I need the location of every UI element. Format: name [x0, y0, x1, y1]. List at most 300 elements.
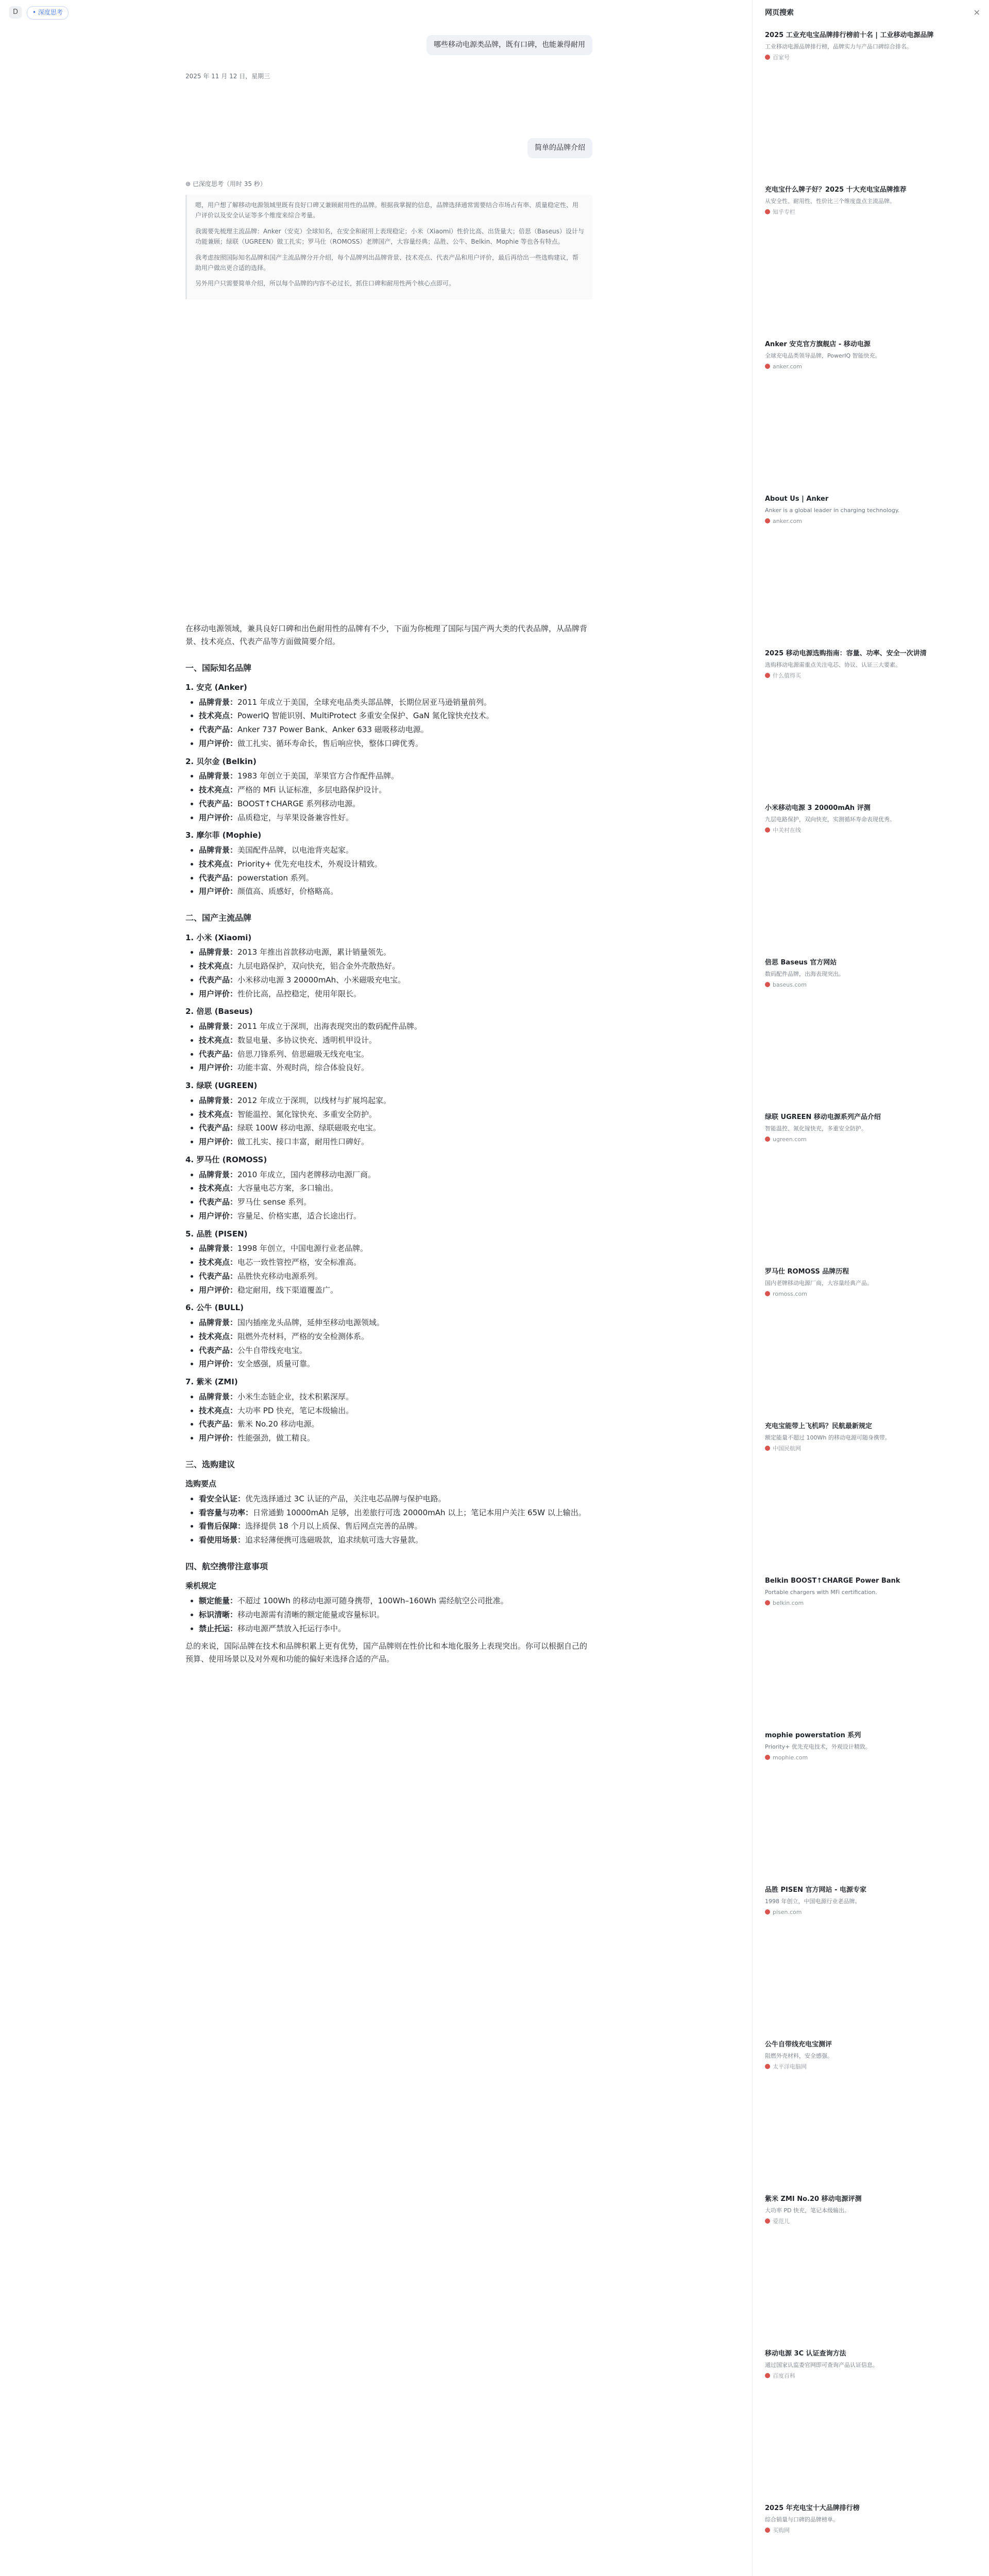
brand-detail-item	[199, 1108, 592, 1121]
brand-detail-item	[199, 1270, 592, 1283]
answer-closing: 总的来说，国际品牌在技术和品牌积累上更有优势，国产品牌则在性价比和本地化服务上表现突出。你可以根据自己的预算、使用场景以及对外观和功能的偏好来选择合适的产品。	[185, 1641, 588, 1664]
source-site: pisen.com	[773, 1909, 802, 1916]
brand-detail-item	[199, 960, 592, 973]
brand-block	[185, 1478, 592, 1547]
detail-key: 技术亮点：	[199, 859, 238, 869]
brand-name: 2. 倍思 (Baseus)	[185, 1007, 253, 1016]
source-site: 百度百科	[773, 2372, 795, 2380]
source-site: belkin.com	[773, 1600, 804, 1607]
source-title[interactable]: 紫米 ZMI No.20 移动电源评测	[765, 2195, 862, 2203]
detail-value: 九层电路保护，双向快充，铝合金外壳散热好。	[237, 961, 400, 971]
detail-value: 大容量电芯方案，多口输出。	[237, 1183, 338, 1193]
detail-key: 用户评价：	[199, 1285, 238, 1295]
detail-value: 公牛自带线充电宝。	[237, 1345, 308, 1355]
detail-value: 2012 年成立于深圳，以线材与扩展坞起家。	[237, 1095, 391, 1105]
source-title[interactable]: mophie powerstation 系列	[765, 1732, 861, 1739]
source-title[interactable]: 移动电源 3C 认证查询方法	[765, 2350, 846, 2358]
brand-block	[185, 1376, 592, 1445]
brand-block	[185, 1005, 592, 1074]
brand-detail-list	[185, 1094, 592, 1148]
detail-value: 性能强劲，做工精良。	[237, 1433, 315, 1443]
brand-detail-item	[199, 1391, 592, 1403]
source-site: anker.com	[773, 363, 802, 370]
brand-detail-item	[199, 1432, 592, 1445]
detail-key: 品牌背景：	[199, 947, 238, 957]
brand-block	[185, 681, 592, 750]
brand-detail-item	[199, 1284, 592, 1297]
detail-value: 严格的 MFi 认证标准，多层电路保护设计。	[237, 785, 387, 795]
brand-detail-list	[185, 696, 592, 750]
source-snippet: 额定能量不超过 100Wh 的移动电源可随身携带。	[765, 1434, 891, 1441]
brand-block	[185, 755, 592, 824]
brand-name: 4. 罗马仕 (ROMOSS)	[185, 1155, 267, 1164]
source-meta	[765, 208, 976, 217]
brand-detail-list	[185, 1242, 592, 1296]
detail-value: 阻燃外壳材料，严格的安全检测体系。	[237, 1331, 369, 1341]
detail-key: 用户评价：	[199, 738, 238, 748]
top-bar	[0, 0, 752, 25]
detail-key: 品牌背景：	[199, 697, 238, 707]
detail-key: 用户评价：	[199, 1433, 238, 1443]
source-meta	[765, 2526, 976, 2535]
source-meta	[765, 1753, 976, 1762]
source-meta	[765, 826, 976, 835]
user-bubble: 简单的品牌介绍	[527, 138, 592, 158]
source-site: 买购网	[773, 2527, 790, 2534]
source-title[interactable]: 倍思 Baseus 官方网站	[765, 959, 837, 967]
brand-detail-item	[199, 1608, 592, 1621]
detail-value: 安全感强，质量可靠。	[237, 1359, 315, 1369]
source-title[interactable]: 小米移动电源 3 20000mAh 评测	[765, 804, 871, 812]
brand-detail-item	[199, 1358, 592, 1370]
detail-value: 做工扎实、循环寿命长，售后响应快，整体口碑优秀。	[237, 738, 423, 748]
source-title[interactable]: 2025 年充电宝十大品牌排行榜	[765, 2504, 860, 2512]
detail-key: 用户评价：	[199, 1063, 238, 1073]
brand-detail-item	[199, 798, 592, 810]
site-favicon-icon	[765, 982, 770, 987]
brand-detail-item	[199, 1493, 592, 1505]
brand-name: 5. 品胜 (PISEN)	[185, 1229, 248, 1239]
site-favicon-icon	[765, 55, 770, 60]
detail-value: 选择提供 18 个月以上质保、售后网点完善的品牌。	[245, 1521, 422, 1531]
detail-key: 技术亮点：	[199, 785, 238, 795]
brand-detail-item	[199, 1242, 592, 1255]
source-meta	[765, 2062, 976, 2072]
source-snippet: 数码配件品牌，出海表现突出。	[765, 970, 844, 977]
brand-detail-item	[199, 709, 592, 722]
source-card[interactable]	[765, 2349, 976, 2381]
detail-value: 美国配件品牌，以电池背夹起家。	[237, 845, 354, 855]
site-favicon-icon	[765, 2218, 770, 2224]
source-snippet: 综合销量与口碑的品牌榜单。	[765, 2516, 839, 2523]
brand-detail-item	[199, 1048, 592, 1061]
detail-value: 大功率 PD 快充，笔记本级输出。	[237, 1405, 354, 1415]
source-snippet: 大功率 PD 快充，笔记本级输出。	[765, 2207, 850, 2214]
brand-detail-list	[185, 1595, 592, 1635]
detail-value: 功能丰富、外观时尚，综合体验良好。	[237, 1063, 369, 1073]
source-site: 百家号	[773, 54, 790, 61]
detail-value: 移动电源需有清晰的额定能量或容量标识。	[237, 1609, 385, 1619]
detail-key: 看售后保障：	[199, 1521, 246, 1531]
detail-key: 代表产品：	[199, 975, 238, 985]
brand-detail-item	[199, 1210, 592, 1223]
detail-key: 禁止托运：	[199, 1623, 238, 1633]
brand-name: 2. 贝尔金 (Belkin)	[185, 756, 257, 766]
thinking-paragraph: 嗯，用户想了解移动电源领域里既有良好口碑又兼顾耐用性的品牌。根据我掌握的信息，品牌选择通常需要结合市场占有率、质量稳定性、用户评价以及安全认证等多个维度来综合考量。	[195, 201, 579, 219]
brand-detail-list	[185, 1493, 592, 1547]
brand-detail-item	[199, 1182, 592, 1195]
source-card[interactable]	[765, 1577, 976, 1608]
source-meta	[765, 671, 976, 681]
detail-key: 代表产品：	[199, 1049, 238, 1059]
thinking-paragraph: 另外用户只需要简单介绍，所以每个品牌的内容不必过长，抓住口碑和耐用性两个核心点即可。	[195, 280, 455, 287]
source-title[interactable]: 品胜 PISEN 官方网站 - 电源专家	[765, 1886, 866, 1894]
brand-detail-item	[199, 1256, 592, 1269]
source-title[interactable]: 绿联 UGREEN 移动电源系列产品介绍	[765, 1113, 881, 1121]
detail-value: BOOST↑CHARGE 系列移动电源。	[237, 799, 361, 808]
source-site: romoss.com	[773, 1291, 807, 1298]
detail-key: 用户评价：	[199, 1359, 238, 1369]
detail-value: 颜值高、质感好，价格略高。	[237, 887, 338, 896]
source-card[interactable]	[765, 1422, 976, 1453]
detail-value: PowerIQ 智能识别、MultiProtect 多重安全保护、GaN 氮化镓快充技术。	[237, 711, 494, 721]
source-meta	[765, 2371, 976, 2381]
source-site: ugreen.com	[773, 1136, 807, 1143]
detail-value: 品胜快充移动电源系列。	[237, 1271, 323, 1281]
detail-key: 看容量与功率：	[199, 1507, 253, 1517]
source-snippet: 九层电路保护，双向快充，实测循环寿命表现优秀。	[765, 816, 895, 823]
detail-key: 代表产品：	[199, 725, 238, 735]
detail-key: 品牌背景：	[199, 1244, 238, 1253]
brand-detail-list	[185, 770, 592, 824]
source-card[interactable]	[765, 2040, 976, 2072]
source-card[interactable]	[765, 495, 976, 526]
source-site: 太平洋电脑网	[773, 2063, 807, 2071]
detail-value: 2011 年成立于深圳，出海表现突出的数码配件品牌。	[237, 1022, 422, 1031]
brand-detail-item	[199, 1094, 592, 1107]
detail-key: 用户评价：	[199, 812, 238, 822]
source-card[interactable]	[765, 649, 976, 681]
brand-detail-item	[199, 988, 592, 1001]
detail-key: 代表产品：	[199, 799, 238, 808]
detail-key: 看使用场景：	[199, 1535, 246, 1545]
brand-detail-list	[185, 1020, 592, 1074]
source-meta	[765, 1135, 976, 1144]
section-heading: 四、航空携带注意事项	[185, 1561, 268, 1571]
detail-key: 用户评价：	[199, 1137, 238, 1147]
detail-key: 品牌背景：	[199, 1170, 238, 1179]
user-message-1	[427, 35, 592, 55]
logo-icon[interactable]: D	[9, 6, 22, 19]
answer-body	[185, 622, 592, 1671]
detail-value: Priority+ 优先充电技术，外观设计精致。	[237, 859, 382, 869]
detail-key: 技术亮点：	[199, 1035, 238, 1045]
source-card[interactable]	[765, 31, 976, 62]
detail-key: 额定能量：	[199, 1596, 238, 1606]
detail-value: 品质稳定，与苹果设备兼容性好。	[237, 812, 354, 822]
detail-value: 倍思刀锋系列、倍思磁吸无线充电宝。	[237, 1049, 369, 1059]
detail-value: 小米生态链企业，技术积累深厚。	[237, 1392, 354, 1401]
section-heading: 三、选购建议	[185, 1459, 235, 1469]
detail-value: 追求轻薄便携可选磁吸款，追求续航可选大容量款。	[245, 1535, 423, 1545]
detail-value: powerstation 系列。	[237, 873, 314, 883]
source-card[interactable]	[765, 340, 976, 371]
detail-key: 看安全认证：	[199, 1494, 246, 1503]
source-title[interactable]: Anker 安克官方旗舰店 - 移动电源	[765, 341, 871, 348]
source-title[interactable]: 2025 工业充电宝品牌排行榜前十名 | 工业移动电源品牌	[765, 31, 934, 39]
detail-value: 绿联 100W 移动电源、绿联磁吸充电宝。	[237, 1123, 381, 1133]
brand-detail-item	[199, 1316, 592, 1329]
detail-value: 数显电量、多协议快充、透明机甲设计。	[237, 1035, 377, 1045]
detail-key: 代表产品：	[199, 1123, 238, 1133]
detail-value: 2010 年成立，国内老牌移动电源厂商。	[237, 1170, 376, 1179]
brand-name: 1. 安克 (Anker)	[185, 682, 247, 692]
detail-key: 品牌背景：	[199, 1022, 238, 1031]
site-favicon-icon	[765, 2064, 770, 2069]
source-title[interactable]: 2025 移动电源选购指南：容量、功率、安全一次讲清	[765, 650, 927, 657]
detail-value: 2013 年推出首款移动电源，累计销量领先。	[237, 947, 391, 957]
brand-block	[185, 1301, 592, 1370]
brand-detail-item	[199, 811, 592, 824]
detail-value: 日常通勤 10000mAh 足够，出差旅行可选 20000mAh 以上；笔记本用户关注 65W 以上输出。	[253, 1507, 586, 1517]
user-bubble: 哪些移动电源类品牌，既有口碑，也能兼得耐用	[427, 35, 592, 55]
source-title[interactable]: Belkin BOOST↑CHARGE Power Bank	[765, 1577, 900, 1585]
brand-name: 7. 紫米 (ZMI)	[185, 1377, 238, 1387]
source-snippet: 1998 年创立，中国电源行业老品牌。	[765, 1897, 861, 1905]
brand-detail-item	[199, 1122, 592, 1134]
brand-block	[185, 1228, 592, 1297]
brand-detail-item	[199, 1136, 592, 1148]
detail-value: 罗马仕 sense 系列。	[237, 1197, 312, 1207]
site-favicon-icon	[765, 2528, 770, 2533]
source-meta	[765, 1290, 976, 1299]
source-card[interactable]	[765, 1267, 976, 1299]
detail-value: 容量足、价格实惠，适合长途出行。	[237, 1211, 362, 1221]
source-site: 中国民航网	[773, 1445, 801, 1452]
detail-key: 技术亮点：	[199, 1258, 238, 1267]
source-meta	[765, 517, 976, 526]
brand-detail-item	[199, 723, 592, 736]
section-heading: 二、国产主流品牌	[185, 913, 252, 923]
detail-key: 代表产品：	[199, 1197, 238, 1207]
detail-key: 技术亮点：	[199, 1183, 238, 1193]
detail-key: 技术亮点：	[199, 711, 238, 721]
detail-key: 技术亮点：	[199, 1405, 238, 1415]
detail-value: 电芯一致性管控严格，安全标准高。	[237, 1258, 362, 1267]
brand-detail-list	[185, 844, 592, 898]
detail-key: 标识清晰：	[199, 1609, 238, 1619]
source-title[interactable]: 充电宝能带上飞机吗？民航最新规定	[765, 1422, 873, 1430]
brand-detail-item	[199, 696, 592, 709]
detail-value: 稳定耐用，线下渠道覆盖广。	[237, 1285, 338, 1295]
detail-key: 技术亮点：	[199, 1331, 238, 1341]
brand-detail-item	[199, 1418, 592, 1431]
section-heading: 一、国际知名品牌	[185, 663, 252, 673]
brand-block	[185, 829, 592, 898]
source-title[interactable]: 公牛自带线充电宝测评	[765, 2041, 832, 2048]
search-results-panel	[752, 0, 989, 2576]
source-snippet: 通过国家认监委官网即可查询产品认证信息。	[765, 2361, 878, 2368]
detail-value: 2011 年成立于美国，全球充电品类头部品牌，长期位居亚马逊销量前列。	[237, 697, 491, 707]
site-favicon-icon	[765, 1137, 770, 1142]
answer-intro: 在移动电源领域，兼具良好口碑和出色耐用性的品牌有不少，下面为你梳理了国际与国产两大类的代表品牌，从品牌背景、技术亮点、代表产品等方面做简要介绍。	[185, 624, 588, 646]
brand-detail-list	[185, 1316, 592, 1370]
brand-detail-item	[199, 1196, 592, 1209]
detail-key: 代表产品：	[199, 1345, 238, 1355]
brand-detail-list	[185, 1391, 592, 1445]
thinking-status[interactable]: ⊛ 已深度思考（用时 35 秒）	[185, 180, 266, 188]
source-card[interactable]	[765, 1731, 976, 1762]
thinking-content	[185, 195, 592, 299]
source-meta	[765, 980, 976, 990]
brand-detail-item	[199, 885, 592, 898]
source-title[interactable]: 充电宝什么牌子好？2025 十大充电宝品牌推荐	[765, 186, 907, 194]
source-card[interactable]	[765, 1113, 976, 1144]
site-favicon-icon	[765, 1755, 770, 1760]
source-site: 知乎专栏	[773, 209, 795, 216]
brand-name: 6. 公牛 (BULL)	[185, 1303, 244, 1313]
detail-key: 品牌背景：	[199, 845, 238, 855]
brand-name: 3. 绿联 (UGREEN)	[185, 1081, 258, 1091]
brand-detail-item	[199, 1061, 592, 1074]
detail-key: 用户评价：	[199, 1211, 238, 1221]
chat-mode-badge[interactable]: • 深度思考	[27, 6, 69, 20]
brand-block	[185, 1580, 592, 1635]
source-meta	[765, 2217, 976, 2226]
detail-key: 代表产品：	[199, 1271, 238, 1281]
detail-value: 不超过 100Wh 的移动电源可随身携带，100Wh–160Wh 需经航空公司批准。	[237, 1596, 508, 1606]
detail-key: 技术亮点：	[199, 1109, 238, 1119]
source-meta	[765, 362, 976, 371]
brand-name: 1. 小米 (Xiaomi)	[185, 933, 252, 942]
source-site: 什么值得买	[773, 672, 801, 680]
source-snippet: 阻燃外壳材料，安全感强。	[765, 2052, 833, 2059]
brand-detail-list	[185, 1168, 592, 1223]
brand-detail-item	[199, 1622, 592, 1635]
source-snippet: 全球充电品类领导品牌，PowerIQ 智能快充。	[765, 352, 881, 359]
source-snippet: Priority+ 优先充电技术，外观设计精致。	[765, 1743, 871, 1750]
site-favicon-icon	[765, 364, 770, 369]
source-meta	[765, 1444, 976, 1453]
source-snippet: 从安全性、耐用性、性价比三个维度盘点主流品牌。	[765, 197, 895, 205]
detail-key: 用户评价：	[199, 887, 238, 896]
source-card[interactable]	[765, 185, 976, 217]
brand-detail-item	[199, 784, 592, 796]
brand-detail-item	[199, 1520, 592, 1533]
brand-detail-item	[199, 1344, 592, 1357]
source-meta	[765, 1599, 976, 1608]
source-snippet: 智能温控、氮化镓快充，多重安全防护。	[765, 1125, 867, 1132]
brand-detail-item	[199, 737, 592, 750]
source-card[interactable]	[765, 2504, 976, 2535]
detail-key: 品牌背景：	[199, 1392, 238, 1401]
brand-detail-item	[199, 872, 592, 885]
source-card[interactable]	[765, 1886, 976, 1917]
brand-detail-item	[199, 1506, 592, 1519]
source-snippet: 国内老牌移动电源厂商，大容量经典产品。	[765, 1279, 873, 1286]
detail-value: Anker 737 Power Bank、Anker 633 磁吸移动电源。	[237, 725, 429, 735]
brand-block	[185, 931, 592, 1001]
source-site: anker.com	[773, 518, 802, 525]
source-meta	[765, 53, 976, 62]
brand-detail-item	[199, 974, 592, 987]
detail-value: 1983 年创立于美国，苹果官方合作配件品牌。	[237, 771, 399, 781]
site-favicon-icon	[765, 518, 770, 523]
source-card[interactable]	[765, 2195, 976, 2226]
detail-value: 国内插座龙头品牌，延伸至移动电源领域。	[237, 1318, 385, 1328]
detail-key: 品牌背景：	[199, 1318, 238, 1328]
brand-name: 3. 摩尔菲 (Mophie)	[185, 831, 262, 840]
site-favicon-icon	[765, 1446, 770, 1451]
brand-detail-item	[199, 1020, 592, 1033]
source-card[interactable]	[765, 958, 976, 990]
brand-detail-item	[199, 1595, 592, 1607]
brand-detail-item	[199, 844, 592, 857]
detail-key: 品牌背景：	[199, 771, 238, 781]
detail-value: 性价比高，品控稳定，使用年限长。	[237, 989, 362, 998]
panel-title: 网页搜索	[765, 9, 794, 17]
source-snippet: Portable chargers with MFi certification.	[765, 1588, 877, 1596]
source-site: 爱范儿	[773, 2218, 790, 2225]
close-icon[interactable]: ✕	[973, 8, 980, 18]
site-favicon-icon	[765, 1909, 770, 1914]
site-favicon-icon	[765, 209, 770, 214]
brand-detail-item	[199, 946, 592, 959]
source-site: baseus.com	[773, 981, 807, 989]
brand-detail-item	[199, 1168, 592, 1181]
source-site: 中关村在线	[773, 827, 801, 834]
brand-detail-item	[199, 1404, 592, 1417]
brand-name: 乘机规定	[185, 1581, 217, 1591]
detail-value: 1998 年创立，中国电源行业老品牌。	[237, 1244, 368, 1253]
source-snippet: 选购移动电源需重点关注电芯、协议、认证三大要素。	[765, 661, 901, 668]
detail-key: 技术亮点：	[199, 961, 238, 971]
detail-key: 代表产品：	[199, 873, 238, 883]
detail-key: 代表产品：	[199, 1419, 238, 1429]
detail-value: 小米移动电源 3 20000mAh、小米磁吸充电宝。	[237, 975, 406, 985]
brand-detail-item	[199, 858, 592, 871]
date-line: 2025 年 11 月 12 日，星期三	[185, 73, 270, 80]
thinking-paragraph: 我考虑按照国际知名品牌和国产主流品牌分开介绍，每个品牌列出品牌背景、技术亮点、代表产品和用户评价，最后再给出一些选购建议，帮助用户做出更合适的选择。	[195, 253, 579, 272]
site-favicon-icon	[765, 1291, 770, 1296]
source-snippet: 工业移动电源品牌排行榜，品牌实力与产品口碑综合排名。	[765, 43, 912, 50]
answer-sections	[185, 662, 592, 1635]
thinking-icon: ⊛	[185, 180, 193, 188]
brand-detail-item	[199, 770, 592, 783]
source-title[interactable]: About Us | Anker	[765, 495, 829, 503]
brand-block	[185, 1079, 592, 1148]
source-site: mophie.com	[773, 1754, 808, 1761]
detail-value: 紫米 No.20 移动电源。	[237, 1419, 319, 1429]
brand-name: 选购要点	[185, 1479, 217, 1489]
detail-key: 品牌背景：	[199, 1095, 238, 1105]
brand-detail-item	[199, 1034, 592, 1047]
detail-key: 用户评价：	[199, 989, 238, 998]
detail-value: 优先选择通过 3C 认证的产品，关注电芯品牌与保护电路。	[245, 1494, 446, 1503]
site-favicon-icon	[765, 673, 770, 678]
brand-detail-item	[199, 1330, 592, 1343]
site-favicon-icon	[765, 1600, 770, 1605]
source-title[interactable]: 罗马仕 ROMOSS 品牌历程	[765, 1268, 849, 1276]
site-favicon-icon	[765, 2373, 770, 2378]
detail-value: 移动电源严禁放入托运行李中。	[237, 1623, 346, 1633]
brand-detail-list	[185, 946, 592, 1000]
source-card[interactable]	[765, 804, 976, 835]
brand-block	[185, 1154, 592, 1223]
detail-value: 智能温控、氮化镓快充、多重安全防护。	[237, 1109, 377, 1119]
brand-detail-item	[199, 1534, 592, 1547]
source-meta	[765, 1908, 976, 1917]
